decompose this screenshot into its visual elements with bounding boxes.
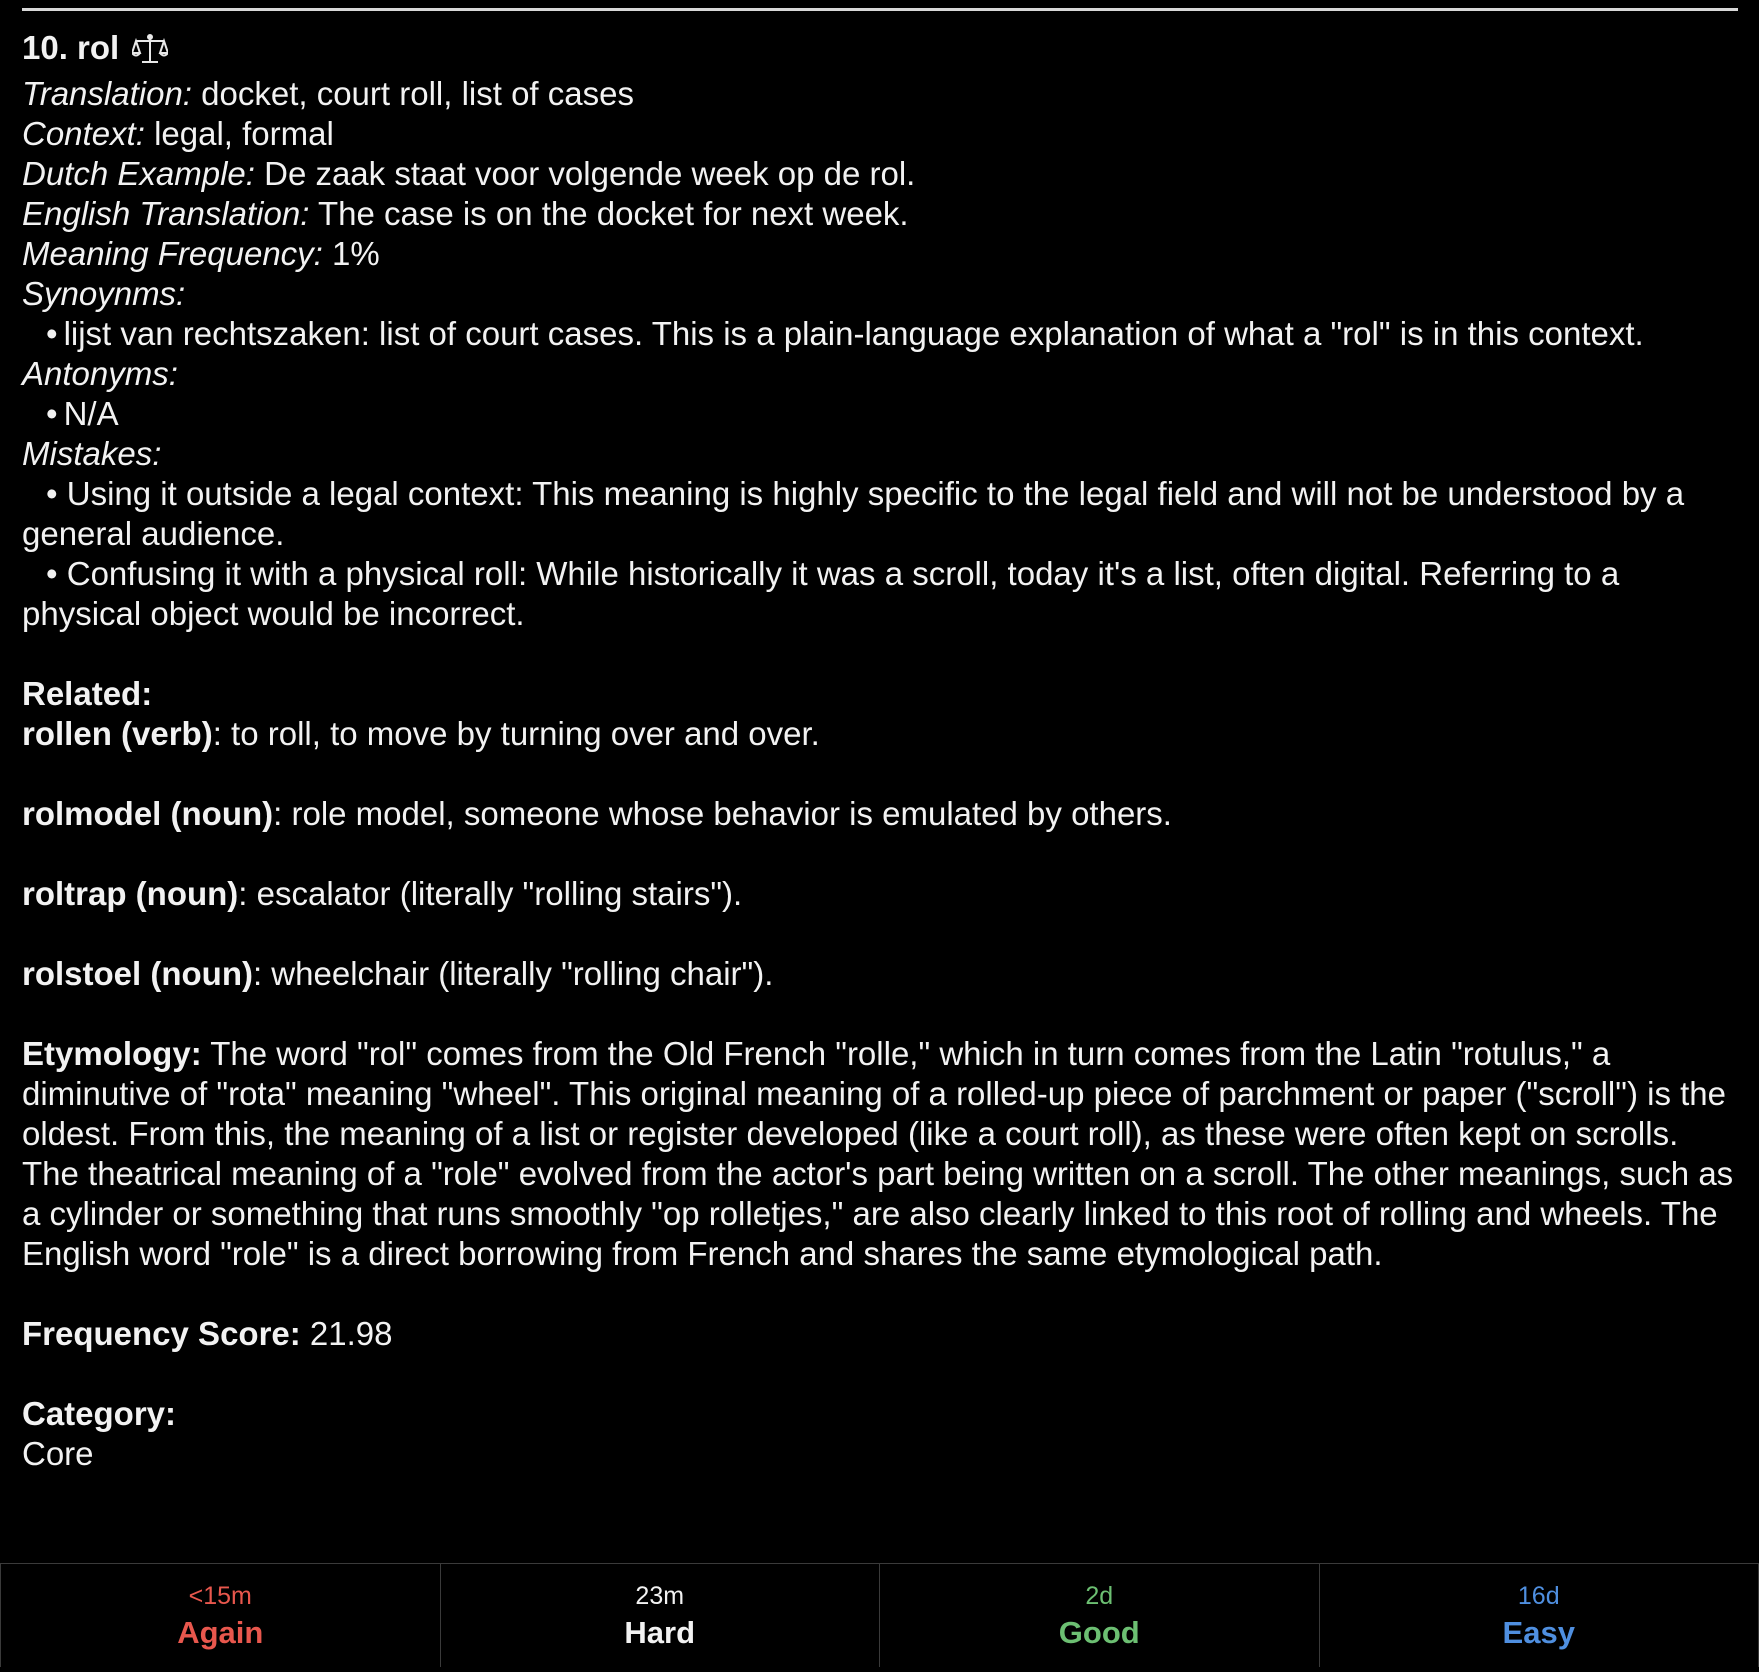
etymology-text: The word "rol" comes from the Old French "rolle," which in turn comes from the Latin "rotulus," a diminutive of "rota" meaning "wheel". This original meaning of a rolled-up piece of parchment or paper ("scroll") is the oldest. From this, the meaning of a list or register developed (like a court roll), as these were often kept on scrolls. The theatrical meaning of a "role" evolved from the actor's part being written on a scroll. The other meanings, such as a cylinder or something that runs smoothly "op rolletjes," are also clearly linked to this root of rolling and wheels. The English word "role" is a direct borrowing from French and shares the same etymological path. [22,1035,1734,1272]
hard-interval: 23m [635,1581,685,1610]
related-term: rolstoel (noun) [22,955,253,992]
translation-label: Translation: [22,75,192,112]
again-label: Again [177,1614,264,1650]
meaning-frequency-value: 1% [322,235,380,272]
card-title: 10. rol [22,29,120,66]
context-value: legal, formal [144,115,334,152]
category-value: Core [22,1435,94,1472]
top-divider [22,8,1738,11]
good-interval: 2d [1085,1581,1114,1610]
dutch-example-value: De zaak staat voor volgende week op de rol. [254,155,916,192]
mistake-item: • Confusing it with a physical roll: While historically it was a scroll, today it's a list, often digital. Referring to a physical object would be incorrect. [22,555,1620,632]
meaning-frequency-label: Meaning Frequency: [22,235,323,272]
easy-button[interactable] [1320,1564,1759,1667]
frequency-score-value: 21.98 [300,1315,393,1352]
hard-label: Hard [624,1614,696,1650]
english-translation-value: The case is on the docket for next week. [309,195,909,232]
card-heading [22,28,1738,74]
dutch-example-row [22,154,1738,194]
synonym-item: • lijst van rechtszaken: list of court cases. This is a plain-language explanation of what a "rol" is in this context. [46,315,1644,352]
related-definition: : wheelchair (literally "rolling chair"). [252,955,774,992]
again-button[interactable] [0,1564,441,1667]
related-definition: : escalator (literally "rolling stairs"). [238,875,743,912]
related-term: roltrap (noun) [22,875,239,912]
related-definition: : to roll, to move by turning over and over. [212,715,820,752]
again-interval: <15m [188,1581,252,1610]
scale-icon [132,33,168,74]
good-button[interactable] [880,1564,1320,1667]
easy-interval: 16d [1517,1581,1560,1610]
good-label: Good [1058,1614,1140,1650]
related-definition: : role model, someone whose behavior is emulated by others. [273,795,1172,832]
english-translation-label: English Translation: [22,195,310,232]
related-label: Related: [22,675,153,712]
synonyms-label: Synoynms: [22,275,186,312]
frequency-score-row [22,1314,1738,1354]
antonym-text: N/A [63,395,119,432]
antonyms-label: Antonyms: [22,355,178,392]
translation-value: docket, court roll, list of cases [191,75,634,112]
mistakes-label: Mistakes: [22,435,162,472]
frequency-score-label: Frequency Score: [22,1315,301,1352]
category-label: Category: [22,1395,177,1432]
etymology-label: Etymology: [22,1035,202,1072]
context-row [22,114,1738,154]
answer-button-bar [0,1563,1759,1667]
etymology-block [22,1034,1738,1274]
mistake-text: Using it outside a legal context: This meaning is highly specific to the legal field and will not be understood by a general audience. [22,475,1685,552]
related-item [22,714,1738,754]
mistake-item: • Using it outside a legal context: This meaning is highly specific to the legal field and will not be understood by a general audience. [22,475,1685,552]
related-item [22,954,1738,994]
antonym-item: • N/A [46,395,119,432]
related-term: rolmodel (noun) [22,795,274,832]
context-label: Context: [22,115,145,152]
synonym-text: lijst van rechtszaken: list of court cases. This is a plain-language explanation of what a "rol" is in this context. [63,315,1644,352]
related-item [22,874,1738,914]
english-translation-row [22,194,1738,234]
meaning-frequency-row [22,234,1738,274]
related-term: rollen (verb) [22,715,213,752]
translation-row [22,74,1738,114]
easy-label: Easy [1502,1614,1575,1650]
card-content [22,28,1738,1474]
related-item [22,794,1738,834]
dutch-example-label: Dutch Example: [22,155,255,192]
mistake-text: Confusing it with a physical roll: While historically it was a scroll, today it's a list, often digital. Referring to a physical object would be incorrect. [22,555,1620,632]
hard-button[interactable] [441,1564,881,1667]
